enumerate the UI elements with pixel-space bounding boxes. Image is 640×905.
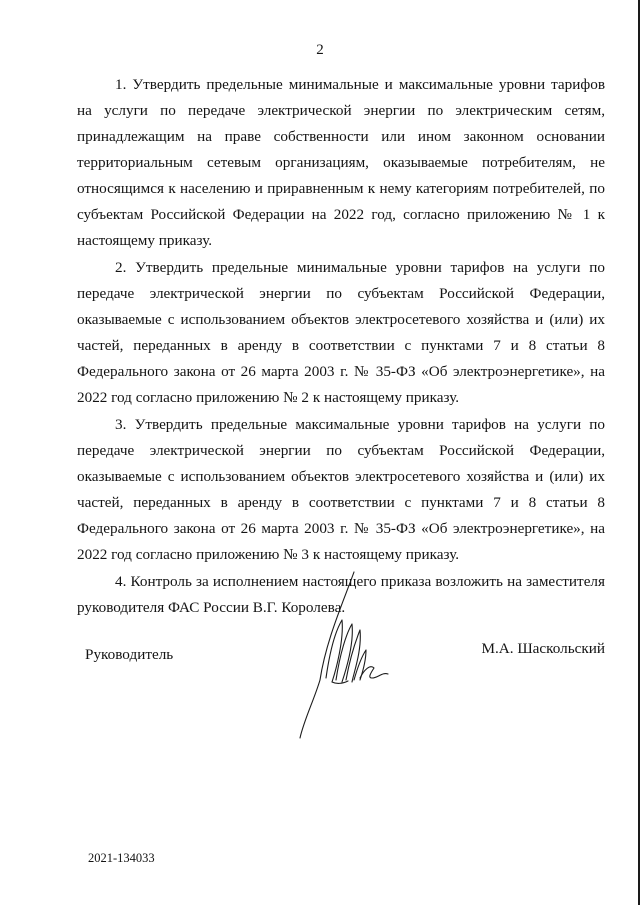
signatory-role: Руководитель — [85, 646, 174, 663]
document-body — [77, 72, 605, 622]
paragraph-4: 4. Контроль за исполнением настоящего приказа возложить на заместителя руководителя ФАС России В.Г. Королева. — [77, 573, 605, 616]
signatory-name: М.А. Шаскольский — [481, 640, 605, 657]
paragraph-1: 1. Утвердить предельные минимальные и максимальные уровни тарифов на услуги по передаче электрической энергии по электрическим сетям, принадлежащим на праве собственности или ином законном основании территориальным сетевым организациям, оказываемые потребителям, не относящимся к населению и приравненным к нему категориям потребителей, по субъектам Российской Федерации на 2022 год, согласно приложению № 1 к настоящему приказу. — [77, 76, 605, 249]
paragraph-2: 2. Утвердить предельные минимальные уровни тарифов на услуги по передаче электрической энергии по субъектам Российской Федерации, оказываемые с использованием объектов электросетевого хозяйства и (или) их частей, переданных в аренду в соответствии с пунктами 7 и 8 статьи 8 Федерального закона от 26 марта 2003 г. № 35-ФЗ «Об электроэнергетике», на 2022 год согласно приложению № 2 к настоящему приказу. — [77, 259, 605, 406]
paragraph-3: 3. Утвердить предельные максимальные уровни тарифов на услуги по передаче электрической энергии по субъектам Российской Федерации, оказываемые с использованием объектов электросетевого хозяйства и (или) их частей, переданных в аренду в соответствии с пунктами 7 и 8 статьи 8 Федерального закона от 26 марта 2003 г. № 35-ФЗ «Об электроэнергетике», на 2022 год согласно приложению № 3 к настоящему приказу. — [77, 416, 605, 563]
document-number: 2021-134033 — [88, 851, 155, 865]
handwritten-signature — [296, 570, 406, 740]
page-number: 2 — [316, 42, 324, 58]
